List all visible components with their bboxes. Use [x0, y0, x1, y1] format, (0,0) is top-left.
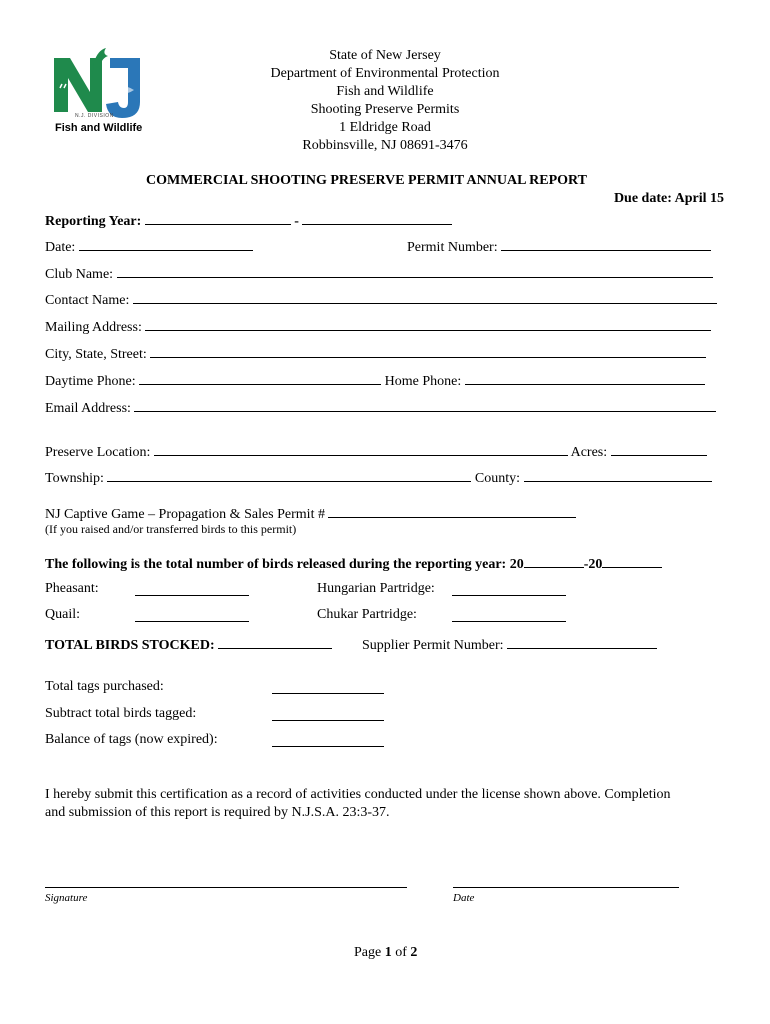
chukar-field[interactable] [452, 607, 566, 622]
home-phone-field[interactable] [465, 370, 705, 385]
contact-name-field[interactable] [133, 289, 717, 304]
mailing-address-label: Mailing Address: [45, 320, 142, 335]
township-field[interactable] [107, 467, 471, 482]
chukar-label: Chukar Partridge: [317, 607, 417, 622]
logo-small-text: N.J. DIVISION [75, 113, 114, 119]
mailing-address-field[interactable] [145, 316, 711, 331]
township-row [45, 467, 712, 488]
city-state-label: City, State, Street: [45, 347, 147, 362]
captive-game-note: (If you raised and/or transferred birds to this permit) [45, 522, 297, 536]
preserve-location-label: Preserve Location: [45, 445, 151, 460]
contact-name-row [45, 289, 717, 310]
permit-number-label: Permit Number: [407, 240, 498, 255]
page-prefix: Page [354, 945, 382, 960]
logo-caption: Fish and Wildlife [55, 122, 143, 134]
header-line-division: Fish and Wildlife [336, 84, 434, 99]
signature-field[interactable] [45, 873, 407, 888]
total-birds-field[interactable] [218, 634, 332, 649]
total-birds-row [45, 634, 332, 655]
hungarian-label: Hungarian Partridge: [317, 581, 435, 596]
supplier-permit-label: Supplier Permit Number: [362, 638, 504, 653]
total-birds-label: TOTAL BIRDS STOCKED: [45, 638, 215, 653]
date-field[interactable] [79, 236, 253, 251]
hungarian-field[interactable] [452, 581, 566, 596]
header-line-unit: Shooting Preserve Permits [310, 102, 460, 117]
birds-released-row [45, 553, 662, 574]
birds-year-end-field[interactable] [602, 553, 662, 568]
due-date: Due date: April 15 [613, 191, 724, 206]
tags-purchased-label: Total tags purchased: [45, 679, 164, 694]
reporting-year-separator: - [294, 214, 299, 229]
header-line-department: Department of Environmental Protection [270, 66, 500, 81]
daytime-phone-row [45, 370, 705, 391]
home-phone-label: Home Phone: [384, 374, 462, 389]
birds-year-start-field[interactable] [524, 553, 584, 568]
email-field[interactable] [134, 397, 716, 412]
signature-date-label: Date [453, 892, 475, 904]
preserve-location-row [45, 441, 707, 462]
header-line-street: 1 Eldridge Road [339, 120, 431, 135]
subtract-tagged-field[interactable] [272, 706, 384, 721]
signature-label: Signature [45, 892, 88, 904]
acres-field[interactable] [611, 441, 707, 456]
mailing-address-row [45, 316, 711, 337]
date-label: Date: [45, 240, 76, 255]
reporting-year-row [45, 210, 452, 231]
supplier-permit-field[interactable] [507, 634, 657, 649]
page-indicator [354, 945, 417, 961]
birds-released-mid: -20 [583, 557, 603, 572]
club-name-field[interactable] [117, 263, 713, 278]
quail-field[interactable] [135, 607, 249, 622]
county-field[interactable] [524, 467, 712, 482]
header-line-state: State of New Jersey [329, 48, 441, 63]
captive-game-permit-field[interactable] [328, 503, 576, 518]
subtract-tagged-label: Subtract total birds tagged: [45, 706, 197, 721]
reporting-year-start-field[interactable] [145, 210, 291, 225]
township-label: Township: [45, 471, 104, 486]
reporting-year-end-field[interactable] [302, 210, 452, 225]
permit-number-field[interactable] [501, 236, 711, 251]
city-state-field[interactable] [150, 343, 706, 358]
email-label: Email Address: [45, 401, 131, 416]
date-row [45, 236, 253, 257]
header-line-city: Robbinsville, NJ 08691-3476 [302, 138, 468, 153]
daytime-phone-field[interactable] [139, 370, 381, 385]
preserve-location-field[interactable] [154, 441, 568, 456]
pheasant-label: Pheasant: [45, 581, 99, 596]
daytime-phone-label: Daytime Phone: [45, 374, 136, 389]
supplier-permit-row [362, 634, 657, 654]
page-current: 1 [384, 945, 392, 960]
email-row [45, 397, 716, 418]
form-title: COMMERCIAL SHOOTING PRESERVE PERMIT ANNUAL REPORT [146, 173, 587, 188]
pheasant-field[interactable] [135, 581, 249, 596]
city-state-row [45, 343, 706, 364]
tags-purchased-field[interactable] [272, 679, 384, 694]
club-name-label: Club Name: [45, 267, 114, 282]
acres-label: Acres: [570, 445, 608, 460]
county-label: County: [474, 471, 521, 486]
balance-tags-label: Balance of tags (now expired): [45, 732, 218, 747]
birds-released-heading: The following is the total number of birds released during the reporting year: 20 [45, 557, 524, 572]
page-of: of [395, 945, 407, 960]
club-name-row [45, 263, 713, 284]
agency-header [230, 47, 540, 155]
captive-game-label: NJ Captive Game – Propagation & Sales Permit # [45, 507, 325, 522]
contact-name-label: Contact Name: [45, 293, 130, 308]
signature-date-field[interactable] [453, 873, 679, 888]
quail-label: Quail: [45, 607, 80, 622]
page-total: 2 [410, 945, 418, 960]
balance-tags-field[interactable] [272, 732, 384, 747]
certification-line-2: and submission of this report is required by N.J.S.A. 23:3-37. [45, 805, 390, 820]
certification-line-1: I hereby submit this certification as a record of activities conducted under the license shown above. Completion [45, 787, 671, 802]
permit-number-row [407, 236, 711, 256]
reporting-year-label: Reporting Year: [45, 214, 142, 229]
